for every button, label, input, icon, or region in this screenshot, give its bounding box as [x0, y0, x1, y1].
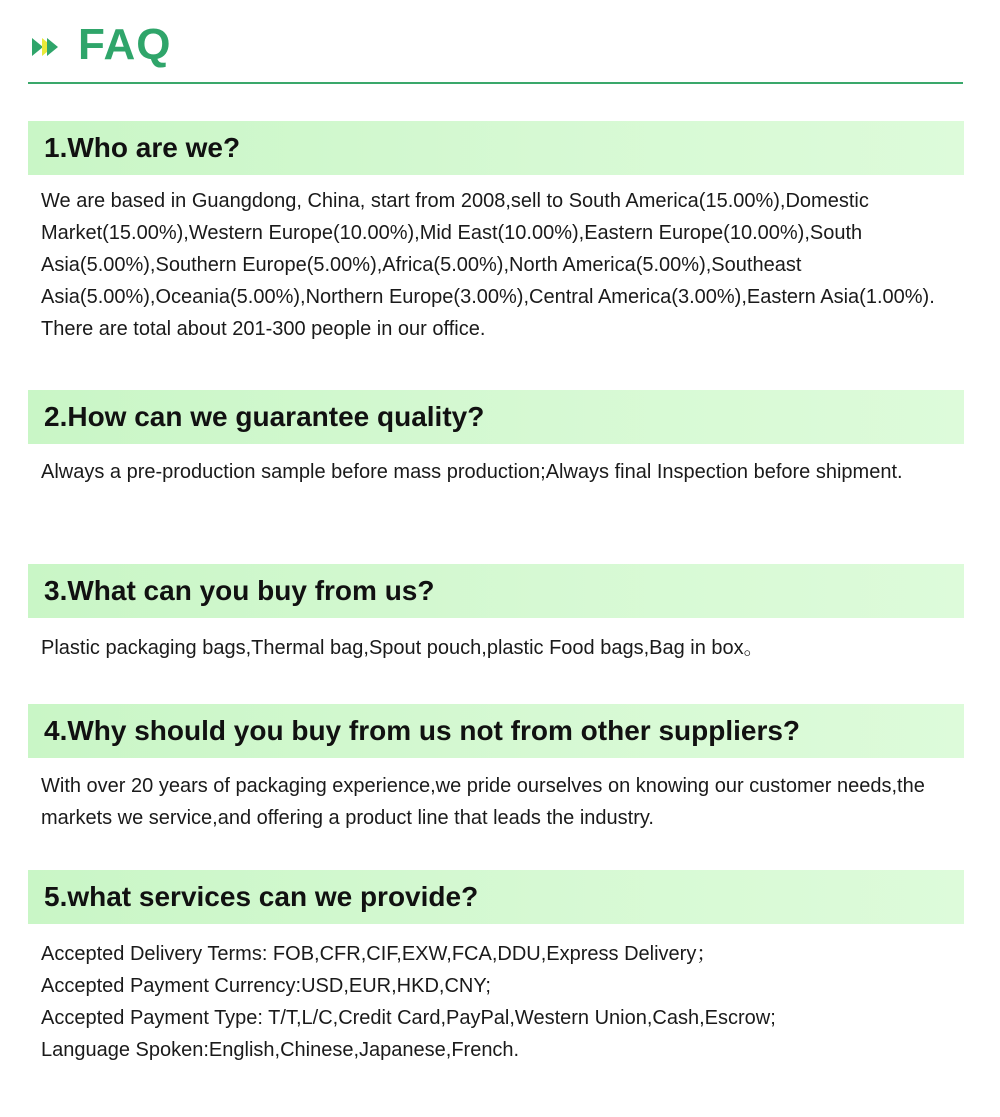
answer-paragraph: We are based in Guangdong, China, start from 2008,sell to South America(15.00%),Domestic Market(15.00%),Western Europe(10.00%),Mid East(10.00%),Eastern Europe(10.00%),South Asia(5.00%),Southern Europe(5.00%),Africa(5.00%),North America(5.00%),Southeast Asia(5.00%),Oceania(5.00%),Northern Europe(3.00%),Central America(3.00%),Eastern Asia(1.00%). There are total about 201-300 people in our office. — [41, 190, 935, 340]
faq-item-1 — [28, 121, 964, 345]
question-text: 2.How can we guarantee quality? — [44, 401, 485, 432]
question-text: 5.what services can we provide? — [44, 881, 479, 912]
answer-text — [41, 938, 957, 1066]
page-title: FAQ — [78, 20, 172, 69]
answer-paragraph: With over 20 years of packaging experience,we pride ourselves on knowing our customer needs,the markets we service,and offering a product line that leads the industry. — [41, 775, 925, 829]
faq-item-3 — [28, 564, 964, 664]
faq-item-2 — [28, 390, 964, 488]
question-bar — [28, 704, 964, 758]
double-arrow-icon — [32, 36, 66, 58]
question-text: 4.Why should you buy from us not from other suppliers? — [44, 715, 801, 746]
faq-item-4 — [28, 704, 964, 834]
question-bar — [28, 121, 964, 175]
answer-line-payment-currency: Accepted Payment Currency:USD,EUR,HKD,CNY; — [41, 975, 491, 997]
answer-paragraph: Always a pre-production sample before mass production;Always final Inspection before shipment. — [41, 461, 903, 483]
answer-line-delivery-terms: Accepted Delivery Terms: FOB,CFR,CIF,EXW,FCA,DDU,Express Delivery； — [41, 943, 717, 965]
answer-line-payment-type: Accepted Payment Type: T/T,L/C,Credit Card,PayPal,Western Union,Cash,Escrow; — [41, 1007, 776, 1029]
faq-header — [28, 18, 963, 84]
answer-line-language: Language Spoken:English,Chinese,Japanese,French. — [41, 1039, 520, 1061]
question-text: 1.Who are we? — [44, 132, 241, 163]
faq-item-5 — [28, 870, 964, 1066]
question-bar — [28, 390, 964, 444]
question-bar — [28, 564, 964, 618]
answer-text — [41, 185, 957, 345]
answer-paragraph: Plastic packaging bags,Thermal bag,Spout pouch,plastic Food bags,Bag in box。 — [41, 637, 764, 659]
answer-text — [41, 632, 957, 664]
answer-text — [41, 770, 957, 834]
question-bar — [28, 870, 964, 924]
answer-text — [41, 456, 957, 488]
question-text: 3.What can you buy from us? — [44, 575, 435, 606]
